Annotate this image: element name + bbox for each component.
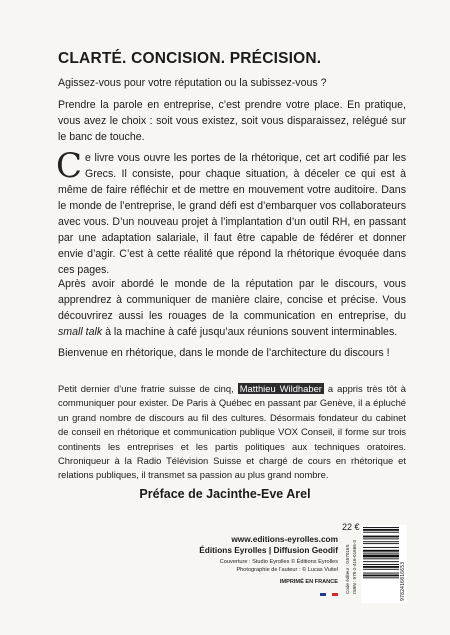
printed-in-france: IMPRIMÉ EN FRANCE <box>279 579 338 585</box>
learning-paragraph <box>58 276 406 340</box>
barcode-bar <box>363 561 399 562</box>
publisher-block <box>199 534 338 599</box>
intro-paragraph: Prendre la parole en entreprise, c’est prendre votre place. En pratique, vous avez le choix : soit vous existez, soit vous disparaissez, relégué sur le banc de touche. <box>58 99 406 143</box>
barcode-bar <box>363 564 399 565</box>
barcode-bar <box>363 577 399 578</box>
drop-cap: C <box>56 146 83 186</box>
barcode-bar <box>363 550 399 552</box>
preface-line: Préface de Jacinthe-Eve Arel <box>139 487 311 501</box>
barcode-bar <box>363 529 399 531</box>
barcode-bar <box>363 555 399 558</box>
publisher-codes <box>344 528 358 598</box>
credits <box>199 559 338 574</box>
barcode-bar <box>363 538 399 539</box>
small-talk-emphasis: small talk <box>58 326 103 338</box>
bio-text-2: a appris très tôt à communiquer pour exister. De Paris à Québec en passant par Genève, il a épluché un grand nombre de discours au fil des cultures. Désormais fondateur du cabinet de conseil en rhétorique et communication publique VOX Conseil, il forme sur trois continents les entreprises et les partis politiques aux techniques oratoires. Chroniqueur à la Radio Télévision Suisse et chargé de cours en rhétorique et relations publiques, il transmet sa passion au plus grand nombre. <box>58 383 406 481</box>
description-paragraph <box>56 146 406 278</box>
description-text: e livre vous ouvre les portes de la rhétorique, cet art codifié par les Grecs. Il consiste, pour chaque situation, à déceler ce qui est à même de faire réfléchir et de mettre en mouvement votre auditoire. Dans le monde de l’entreprise, le grand défi est d’embarquer vos collaborateurs avec vous. D’un nouveau projet à l’implantation d’un outil RH, en passant par une adaptation salariale, il faut être capable de fédérer et donner envie d’agir. C’est à cette réalité que répond la rhétorique évoquée dans ces pages. <box>58 152 406 276</box>
barcode-bar <box>363 566 399 568</box>
photo-credit: Photographie de l’auteur : © Lucas Vuitel <box>236 566 338 573</box>
barcode-bar <box>363 543 399 544</box>
barcode-bar <box>363 547 399 548</box>
isbn-barcode <box>361 525 407 603</box>
france-flag-icon <box>320 593 338 596</box>
barcode-bar <box>363 575 399 577</box>
barcode-bar <box>363 558 399 559</box>
price: 22 € <box>342 522 360 532</box>
learning-text-2: à la machine à café jusqu’aux réunions souvent interminables. <box>102 326 398 338</box>
barcode-bar <box>363 553 399 554</box>
barcode-number: 9782416016653 <box>400 561 406 601</box>
cover-credit: Couverture : Studio Eyrolles © Éditions Eyrolles <box>219 559 338 565</box>
publisher-code: Code éditeur : G57016S <box>345 544 350 594</box>
barcode-bar <box>363 569 399 570</box>
publisher-website: www.editions-eyrolles.com <box>231 534 338 544</box>
author-name: Matthieu Wildhaber <box>239 383 322 394</box>
barcode-bar <box>363 573 399 574</box>
bio-text-1: Petit dernier d’une fratrie suisse de cinq, <box>58 383 238 394</box>
barcode-bar <box>363 527 399 528</box>
barcode-bar <box>363 536 399 538</box>
welcome-paragraph: Bienvenue en rhétorique, dans le monde de l’architecture du discours ! <box>58 347 390 359</box>
publisher-name: Éditions Eyrolles | Diffusion Geodif <box>199 545 338 555</box>
cover-title: CLARTÉ. CONCISION. PRÉCISION. <box>58 50 322 67</box>
learning-text-1: Après avoir abordé le monde de la réputation par le discours, vous apprendrez à communiquer de manière claire, concise et précise. Vous découvrirez aussi les rouages de la communication en entreprise, du <box>58 278 406 322</box>
barcode-bar <box>363 532 399 533</box>
isbn: ISBN : 978-2-416-01665-3 <box>352 540 357 594</box>
author-bio <box>58 382 406 483</box>
barcode-bar <box>363 541 399 542</box>
intro-question: Agissez-vous pour votre réputation ou la subissez-vous ? <box>58 77 327 89</box>
